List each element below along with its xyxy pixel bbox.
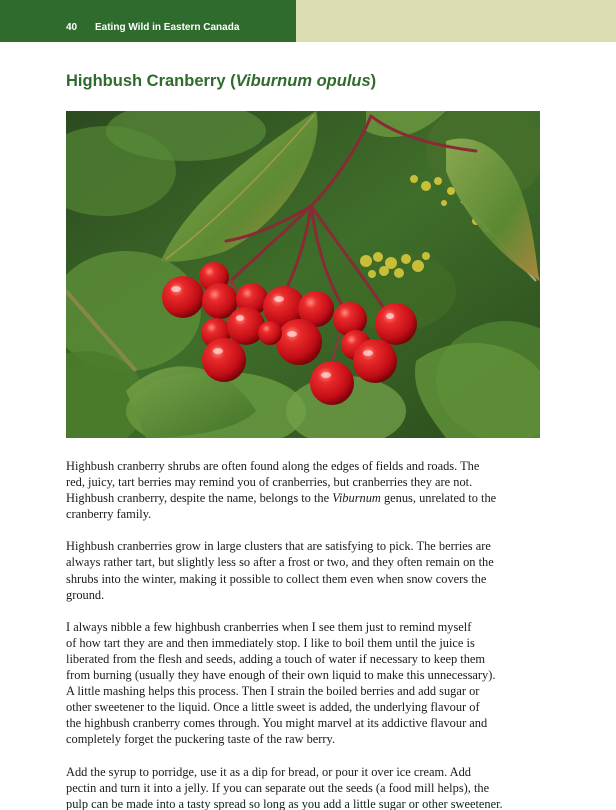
- paragraph: [66, 538, 544, 602]
- text-line: from burning (usually they have enough of their own liquid to make this unnecessary).: [66, 668, 496, 683]
- text-line: other sweetener to the liquid. Once a little sweet is added, the underlying flavour of: [66, 700, 480, 715]
- text-line: ground.: [66, 587, 105, 602]
- text-line: shrubs into the winter, making it possible to collect them even when snow covers the: [66, 571, 487, 586]
- italic-term: Viburnum: [332, 491, 381, 506]
- text-line: liberated from the flesh and seeds, adding a touch of water if necessary to keep them: [66, 651, 486, 666]
- paragraph: [66, 764, 544, 810]
- section-title-main: Highbush Cranberry (: [66, 72, 236, 90]
- text-line: pulp can be made into a tasty spread so long as you add a little sugar or other sweetener.: [66, 796, 503, 810]
- text-line: always rather tart, but slightly less so after a frost or two, and they often remain on the: [66, 555, 494, 570]
- text-line: red, juicy, tart berries may remind you of cranberries, but cranberries they are not.: [66, 475, 473, 490]
- text-segment: Highbush cranberry, despite the name, belongs to the: [66, 491, 333, 506]
- paragraph: [66, 619, 544, 748]
- cranberry-photo: [66, 111, 540, 438]
- text-line: I always nibble a few highbush cranberries when I see them just to remind myself: [66, 619, 472, 634]
- paragraph: [66, 458, 544, 522]
- header-green-band: [0, 0, 296, 42]
- text-line: A little mashing helps this process. Then I strain the boiled berries and add sugar or: [66, 684, 480, 699]
- section-title-latin: Viburnum opulus: [235, 72, 371, 90]
- text-line: cranberry family.: [66, 507, 152, 522]
- page-number: 40: [66, 22, 78, 33]
- header-tan-band: [296, 0, 616, 42]
- text-line: completely forget the puckering taste of the raw berry.: [66, 732, 336, 747]
- text-line: Highbush cranberries grow in large clusters that are satisfying to pick. The berries are: [66, 539, 491, 554]
- body-text: [66, 458, 544, 810]
- running-book-title: Eating Wild in Eastern Canada: [95, 22, 240, 33]
- section-title: [66, 72, 376, 91]
- text-line: [66, 490, 544, 506]
- text-line: Add the syrup to porridge, use it as a dip for bread, or pour it over ice cream. Add: [66, 764, 471, 779]
- page-header: [0, 0, 616, 42]
- section-title-end: ): [370, 72, 377, 90]
- text-line: of how tart they are and then immediately stop. I like to boil them until the juice is: [66, 635, 475, 650]
- text-line: the highbush cranberry comes through. You might marvel at its addictive flavour and: [66, 716, 488, 731]
- text-line: Highbush cranberry shrubs are often found along the edges of fields and roads. The: [66, 459, 480, 473]
- text-segment: genus, unrelated to the: [380, 491, 497, 506]
- text-line: pectin and turn it into a jelly. If you can separate out the seeds (a food mill helps), the: [66, 780, 490, 795]
